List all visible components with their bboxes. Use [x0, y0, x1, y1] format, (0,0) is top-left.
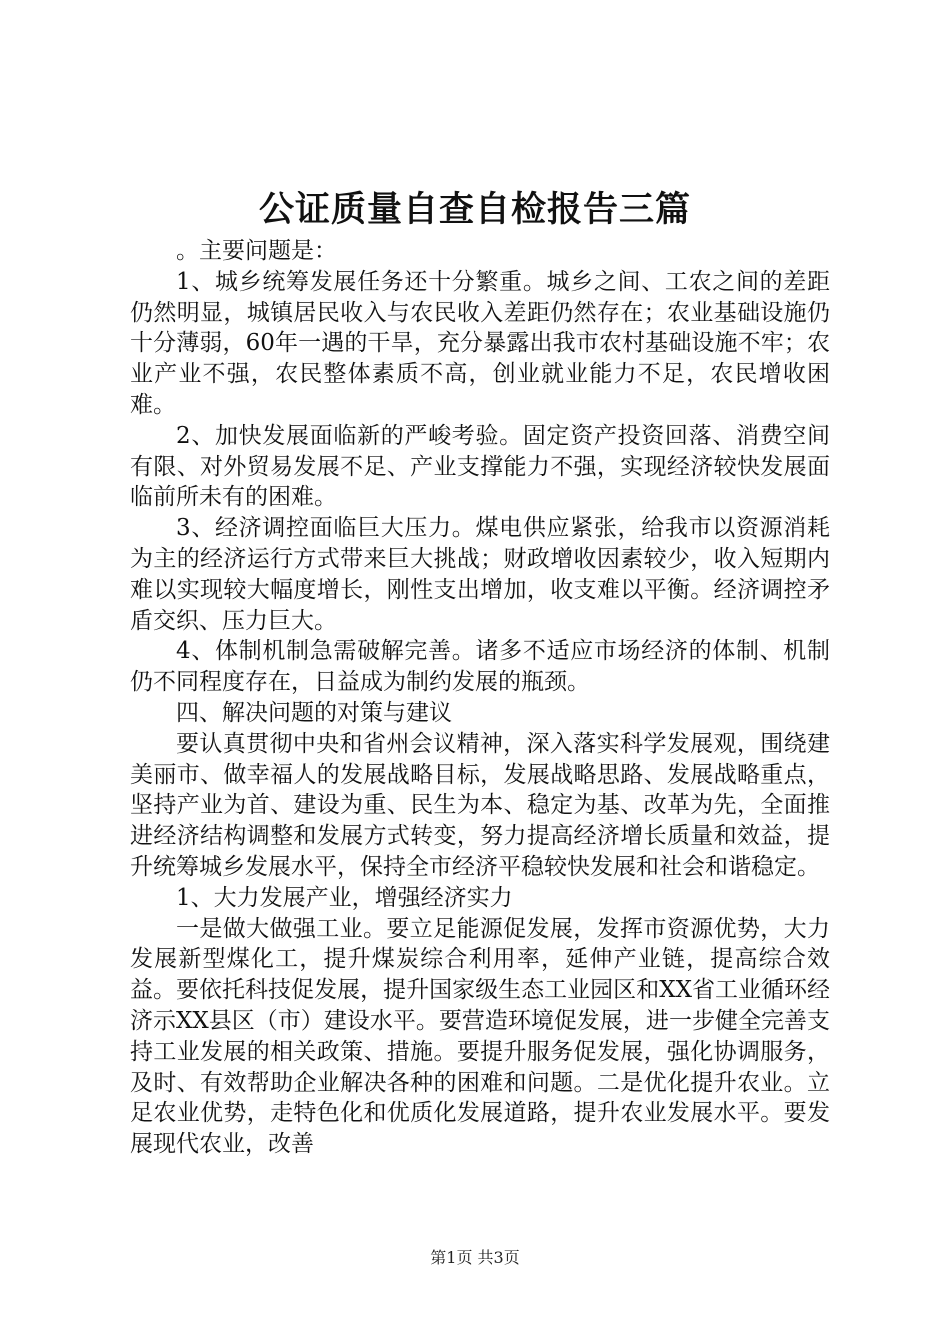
paragraph-issue-1: 1、城乡统筹发展任务还十分繁重。城乡之间、工农之间的差距仍然明显，城镇居民收入与农民收入差距仍然存在；农业基础设施仍十分薄弱，60年一遇的干旱，充分暴露出我市农村基础设施不牢；农业产业不强，农民整体素质不高，创业就业能力不足，农民增收困难。: [130, 268, 830, 418]
document-body: [130, 236, 830, 1160]
paragraph-countermeasures-intro: 要认真贯彻中央和省州会议精神，深入落实科学发展观，围绕建美丽市、做幸福人的发展战略目标，发展战略思路、发展战略重点，坚持产业为首、建设为重、民生为本、稳定为基、改革为先，全面推进经济结构调整和发展方式转变，努力提高经济增长质量和效益，提升统筹城乡发展水平，保持全市经济平稳较快发展和社会和谐稳定。: [130, 730, 830, 880]
section-heading-countermeasures: 四、解决问题的对策与建议: [176, 699, 452, 726]
page-number-footer: 第1页 共3页: [430, 1248, 520, 1267]
subheading-develop-industry: 1、大力发展产业，增强经济实力: [176, 884, 513, 911]
document-title: 公证质量自查自检报告三篇: [258, 189, 691, 230]
paragraph-main-issues-intro: 。主要问题是：: [176, 238, 337, 264]
paragraph-industry-details: 一是做大做强工业。要立足能源促发展，发挥市资源优势，大力发展新型煤化工，提升煤炭综合利用率，延伸产业链，提高综合效益。要依托科技促发展，提升国家级生态工业园区和XX省工业循环经济示XX县区（市）建设水平。要营造环境促发展，进一步健全完善支持工业发展的相关政策、措施。要提升服务促发展，强化协调服务，及时、有效帮助企业解决各种的困难和问题。二是优化提升农业。立足农业优势，走特色化和优质化发展道路，提升农业发展水平。要发展现代农业，改善: [130, 915, 830, 1158]
paragraph-issue-4: 4、体制机制急需破解完善。诸多不适应市场经济的体制、机制仍不同程度存在，日益成为制约发展的瓶颈。: [130, 638, 830, 696]
paragraph-issue-3: 3、经济调控面临巨大压力。煤电供应紧张，给我市以资源消耗为主的经济运行方式带来巨大挑战；财政增收因素较少，收入短期内难以实现较大幅度增长，刚性支出增加，收支难以平衡。经济调控矛盾交织、压力巨大。: [130, 515, 830, 634]
paragraph-issue-2: 2、加快发展面临新的严峻考验。固定资产投资回落、消费空间有限、对外贸易发展不足、产业支撑能力不强，实现经济较快发展面临前所未有的困难。: [130, 422, 830, 511]
